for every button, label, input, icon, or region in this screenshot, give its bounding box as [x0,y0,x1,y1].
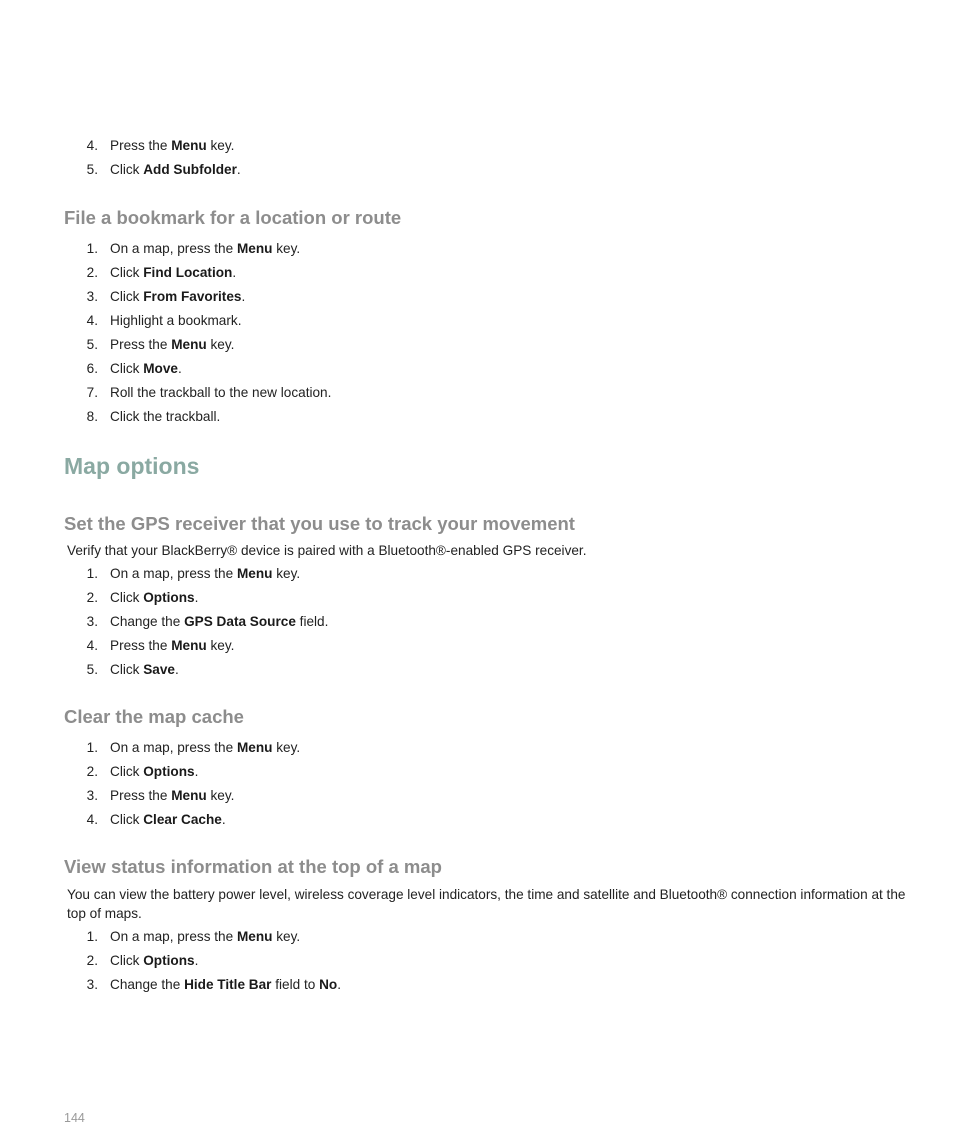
step-text [110,614,328,630]
step-text [110,662,179,678]
ui-term: Save [143,662,175,677]
step-text [110,953,198,969]
ui-term: Add Subfolder [143,162,237,177]
step-text-part: key. [206,638,235,653]
step-number: 2. [86,590,98,605]
step-number: 4. [86,812,98,827]
ui-term: Menu [236,566,273,581]
ui-term: Clear Cache [143,812,222,827]
step-text [110,289,245,305]
step-text-part: . [194,590,199,605]
ui-term: Options [143,590,195,605]
step-text-part: key. [272,740,301,755]
status-section-heading: View status information at the top of a map [64,856,442,877]
step-text-part: Click [110,361,144,376]
step-text [110,977,341,993]
step-number: 1. [86,929,98,944]
step-text-part: key. [206,337,235,352]
step-text [110,566,300,582]
ui-term: GPS Data Source [184,614,296,629]
step-text-part: key. [206,138,235,153]
step-number: 1. [86,241,98,256]
step-number: 3. [86,788,98,803]
step-text-part: key. [272,241,301,256]
step-number: 5. [86,337,98,352]
ui-term: Menu [171,138,207,153]
step-text-part: . [194,764,199,779]
step-text [110,138,234,154]
step-number: 1. [86,566,98,581]
step-text-part: Change the [110,977,185,992]
step-text [110,241,300,257]
step-text [110,265,236,281]
step-text-part: . [174,662,179,677]
ui-term: Menu [171,788,207,803]
step-number: 1. [86,740,98,755]
step-number: 2. [86,265,98,280]
step-text-part: . [177,361,182,376]
ui-term: Move [143,361,178,376]
step-text-part: . [194,953,199,968]
step-text [110,385,331,401]
step-text-part: key. [206,788,235,803]
step-text-part: field. [295,614,329,629]
step-number: 5. [86,662,98,677]
step-number: 3. [86,977,98,992]
step-text [110,162,241,178]
step-text-part: Press the [110,138,172,153]
step-text [110,764,198,780]
ui-term: From Favorites [143,289,242,304]
step-text-part: . [236,162,241,177]
step-text-part: On a map, press the [110,929,237,944]
step-number: 3. [86,614,98,629]
step-text [110,740,300,756]
step-text [110,788,234,804]
step-text-part: Click [110,162,144,177]
map-options-title: Map options [64,453,200,479]
step-text [110,409,220,425]
step-text-part: key. [272,929,301,944]
step-text-part: Press the [110,337,172,352]
ui-term: Menu [171,337,207,352]
bookmark-section-heading: File a bookmark for a location or route [64,207,402,228]
step-text-part: . [221,812,226,827]
step-number: 2. [86,953,98,968]
step-number: 5. [86,162,98,177]
ui-term: Menu [236,740,273,755]
ui-term: Menu [236,241,273,256]
ui-term: Menu [171,638,207,653]
step-number: 6. [86,361,98,376]
step-number: 8. [86,409,98,424]
ui-term: Hide Title Bar [184,977,272,992]
step-text-part: field to [271,977,320,992]
step-text [110,361,182,377]
step-number: 3. [86,289,98,304]
step-text-part: Click [110,590,144,605]
step-text-part: Roll the trackball to the new location. [110,385,332,400]
gps-section-heading: Set the GPS receiver that you use to track your movement [64,513,575,534]
step-text-part: Highlight a bookmark. [110,313,242,328]
ui-term: Options [143,764,195,779]
step-text [110,590,198,606]
step-text-part: On a map, press the [110,241,237,256]
step-number: 4. [86,313,98,328]
step-text-part: key. [272,566,301,581]
step-text-part: Click [110,265,144,280]
step-text-part: . [232,265,237,280]
step-text-part: Click the trackball. [110,409,221,424]
ui-term: Menu [236,929,273,944]
step-text-part: On a map, press the [110,740,237,755]
page-number: 144 [64,1111,85,1125]
step-text-part: Click [110,812,144,827]
gps-section-intro: Verify that your BlackBerry® device is paired with a Bluetooth®-enabled GPS receiver. [67,543,587,558]
step-text-part: . [337,977,341,992]
step-text-part: Change the [110,614,185,629]
step-text-part: Click [110,289,144,304]
step-number: 2. [86,764,98,779]
step-text-part: On a map, press the [110,566,237,581]
cache-section-heading: Clear the map cache [64,706,244,727]
step-number: 7. [86,385,98,400]
ui-term: No [319,977,338,992]
status-section-intro: You can view the battery power level, wireless coverage level indicators, the time and satellite and Bluetooth® connection information at the top of maps. [67,887,906,921]
step-text [110,337,234,353]
step-text-part: Press the [110,638,172,653]
step-text-part: Click [110,764,144,779]
step-number: 4. [86,638,98,653]
step-text [110,812,226,828]
step-text-part: Click [110,662,144,677]
step-text-part: Press the [110,788,172,803]
step-text [110,313,241,329]
step-text-part: . [241,289,246,304]
step-number: 4. [86,138,98,153]
ui-term: Find Location [143,265,233,280]
step-text-part: Click [110,953,144,968]
ui-term: Options [143,953,195,968]
step-text [110,638,234,654]
step-text [110,929,300,945]
